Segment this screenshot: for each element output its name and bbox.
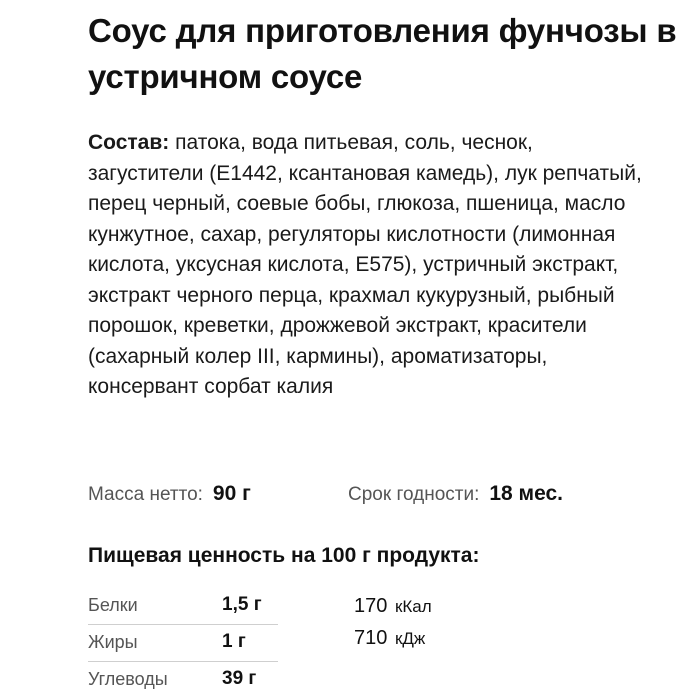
nutrition-value: 39 г [222, 668, 257, 689]
shelf-life-label: Срок годности: [348, 484, 480, 505]
energy-value: 170 [354, 595, 388, 617]
nutrition-name: Углеводы [88, 669, 168, 689]
shelf-life [348, 480, 563, 508]
composition-text: патока, вода питьевая, соль, чеснок, загустители (Е1442, ксантановая камедь), лук репчатый, перец черный, соевые бобы, глюкоза, пшеница, масло кунжутное, сахар, регуляторы кислотности (лимонная кислота, уксусная кислота, Е575), устричный экстракт, экстракт черного перца, крахмал кукурузный, рыбный порошок, креветки, дрожжевой экстракт, красители (сахарный колер III, кармины), ароматизаторы, консервант сорбат калия [88, 131, 642, 398]
energy-kj [354, 622, 432, 654]
nutrition-value: 1 г [222, 631, 246, 652]
energy-unit: кКал [394, 597, 432, 616]
nutrition-value: 1,5 г [222, 594, 262, 615]
nutrition-title: Пищевая ценность на 100 г продукта: [88, 544, 480, 567]
composition-block [88, 128, 648, 403]
energy-kcal [354, 590, 432, 622]
nutrition-row-protein [88, 588, 278, 625]
nutrition-table [88, 588, 278, 698]
nutrition-row-fat [88, 625, 278, 662]
product-title: Соус для приготовления фунчозы в устричном соусе [88, 12, 677, 95]
net-mass-value: 90 г [212, 482, 251, 505]
energy-values [354, 590, 432, 654]
nutrition-name: Белки [88, 595, 138, 615]
nutrition-row-carbs [88, 662, 278, 698]
net-mass [88, 480, 251, 508]
energy-unit: кДж [394, 629, 426, 648]
shelf-life-value: 18 мес. [489, 482, 564, 505]
composition-label: Состав: [88, 131, 170, 154]
net-mass-label: Масса нетто: [88, 484, 203, 505]
nutrition-name: Жиры [88, 632, 138, 652]
energy-value: 710 [354, 627, 388, 649]
